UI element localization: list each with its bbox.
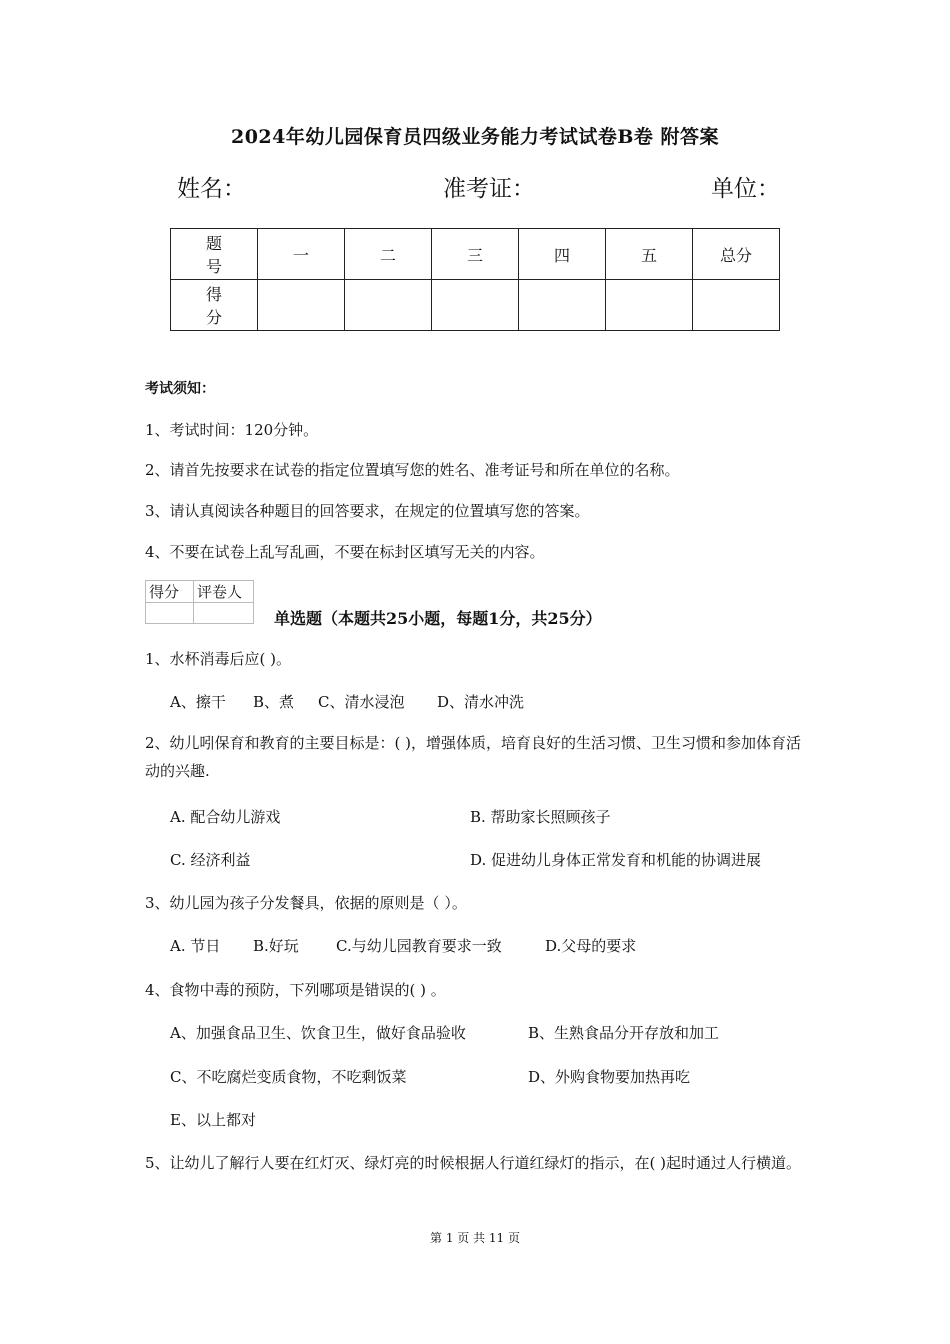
section-heading: 单选题（本题共25小题，每题1分，共25分） — [274, 609, 602, 628]
grader-reviewer-cell[interactable] — [194, 603, 254, 624]
grader-table — [145, 580, 254, 624]
grader-reviewer-label: 评卷人 — [194, 581, 254, 603]
option-d: D、清水冲洗 — [437, 693, 525, 711]
name-label: 姓名： — [177, 176, 246, 202]
score-cell[interactable] — [606, 280, 693, 331]
question-stem: 1、水杯消毒后应( )。 — [145, 650, 292, 668]
option-c: C.与幼儿园教育要求一致 — [336, 937, 502, 955]
grader-score-cell[interactable] — [146, 603, 194, 624]
score-row-label: 得 分 — [171, 280, 258, 331]
option-b: B、生熟食品分开存放和加工 — [528, 1024, 720, 1042]
score-cell[interactable] — [258, 280, 345, 331]
score-header-cell: 三 — [432, 229, 519, 280]
score-table-score-row — [171, 280, 780, 331]
score-header-cell: 题 号 — [171, 229, 258, 280]
notice-item: 3、请认真阅读各种题目的回答要求，在规定的位置填写您的答案。 — [145, 502, 590, 520]
score-cell[interactable] — [519, 280, 606, 331]
option-a: A、擦干 — [170, 693, 226, 711]
option-a: A、加强食品卫生、饮食卫生，做好食品验收 — [170, 1024, 466, 1042]
question-stem: 2、幼儿吲保育和教育的主要目标是：( )，增强体质，培育良好的生活习惯、卫生习惯和参加体育活动的兴趣. — [145, 734, 802, 780]
score-cell[interactable] — [432, 280, 519, 331]
question-stem: 4、食物中毒的预防，下列哪项是错误的( ) 。 — [145, 981, 446, 999]
notice-item: 4、不要在试卷上乱写乱画，不要在标封区填写无关的内容。 — [145, 543, 545, 561]
option-d: D.父母的要求 — [545, 937, 637, 955]
score-table — [170, 228, 780, 331]
score-header-cell: 一 — [258, 229, 345, 280]
notice-item: 1、考试时间：120分钟。 — [145, 421, 319, 439]
option-a: A. 节日 — [170, 937, 221, 955]
score-header-cell: 二 — [345, 229, 432, 280]
score-header-cell: 总分 — [693, 229, 780, 280]
option-e: E、以上都对 — [170, 1111, 256, 1129]
option-b: B、煮 — [253, 693, 295, 711]
option-c: C. 经济利益 — [170, 851, 251, 869]
page-title: 2024年幼儿园保育员四级业务能力考试试卷B卷 附答案 — [230, 126, 720, 148]
score-header-cell: 五 — [606, 229, 693, 280]
score-header-cell: 四 — [519, 229, 606, 280]
option-b: B.好玩 — [253, 937, 299, 955]
option-c: C、清水浸泡 — [318, 693, 405, 711]
unit-label: 单位： — [711, 176, 780, 202]
score-cell[interactable] — [345, 280, 432, 331]
option-d: D. 促进幼儿身体正常发育和机能的协调进展 — [470, 851, 762, 869]
question-stem: 3、幼儿园为孩子分发餐具，依据的原则是（ ）。 — [145, 894, 467, 912]
option-b: B. 帮助家长照顾孩子 — [470, 808, 611, 826]
score-table-header-row — [171, 229, 780, 280]
notice-heading: 考试须知： — [145, 381, 215, 397]
page-footer: 第 1 页 共 11 页 — [430, 1231, 520, 1245]
question-stem: 5、让幼儿了解行人要在红灯灭、绿灯亮的时候根据人行道红绿灯的指示，在( )起时通过人行横道。 — [145, 1154, 802, 1172]
exam-number-label: 准考证： — [443, 176, 535, 202]
option-d: D、外购食物要加热再吃 — [528, 1068, 691, 1086]
grader-score-label: 得分 — [146, 581, 194, 603]
option-a: A. 配合幼儿游戏 — [170, 808, 281, 826]
option-c: C、不吃腐烂变质食物，不吃剩饭菜 — [170, 1068, 407, 1086]
score-cell[interactable] — [693, 280, 780, 331]
notice-item: 2、请首先按要求在试卷的指定位置填写您的姓名、准考证号和所在单位的名称。 — [145, 461, 680, 479]
